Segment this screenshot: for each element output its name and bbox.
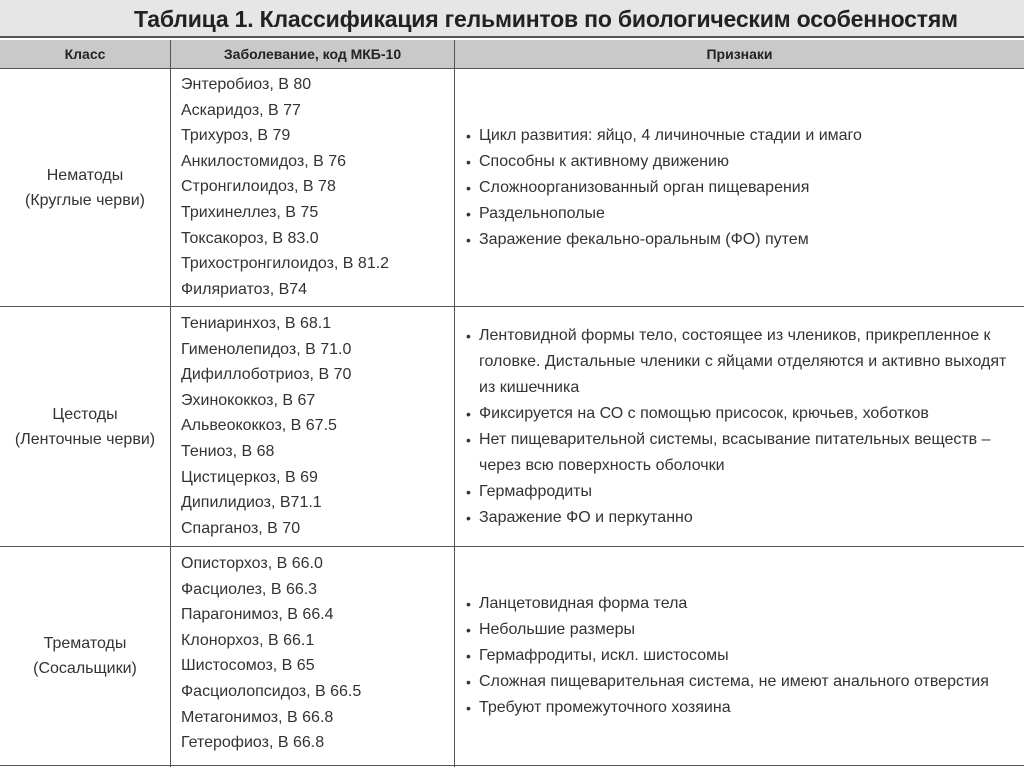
list-item: Парагонимоз, В 66.4	[181, 606, 334, 624]
list-item: Спарганоз, В 70	[181, 519, 301, 537]
list-item: • Небольшие размеры	[466, 617, 1018, 643]
list-item: Гетерофиоз, В 66.8	[181, 734, 325, 752]
list-item: Филяриатоз, В74	[181, 280, 308, 298]
list-item: • Нет пищеварительной системы, всасывание питательных веществ – через всю поверхность оболочки	[466, 427, 1018, 479]
list-item: • Цикл развития: яйцо, 4 личиночные стадии и имаго	[466, 123, 1018, 149]
signs-list	[466, 307, 1018, 546]
bullet-icon: •	[466, 431, 471, 448]
list-item: Фасциолопсидоз, В 66.5	[181, 682, 362, 700]
list-item: Трихуроз, В 79	[181, 127, 291, 145]
list-item: Токсакороз, В 83.0	[181, 229, 319, 247]
header-disease: Заболевание, код МКБ-10	[223, 46, 402, 62]
class-alt-name: (Круглые черви)	[25, 191, 145, 209]
list-item: Эхинококкоз, В 67	[181, 391, 316, 409]
list-item: • Раздельнополые	[466, 201, 1018, 227]
class-alt-name: (Ленточные черви)	[14, 430, 156, 448]
list-item: Тениаринхоз, В 68.1	[181, 315, 332, 332]
header-signs: Признаки	[706, 46, 773, 62]
list-item: Шистосомоз, В 65	[181, 657, 315, 675]
list-item: Трихостронгилоидоз, В 81.2	[181, 255, 390, 273]
signs-list	[466, 69, 1018, 306]
list-item: • Лентовидной формы тело, состоящее из члеников, прикрепленное к головке. Дистальные членики с яйцами отделяются и активно выходят из кишечника	[466, 323, 1018, 401]
list-item: Цистицеркоз, В 69	[181, 468, 318, 486]
list-item: Фасциолез, В 66.3	[181, 580, 318, 598]
list-item: Стронгилоидоз, В 78	[181, 178, 336, 196]
list-item: Гименолепидоз, В 71.0	[181, 340, 352, 358]
list-item: Энтеробиоз, В 80	[181, 76, 312, 93]
list-item: • Сложная пищеварительная система, не имеют анального отверстия	[466, 669, 1018, 695]
list-item: Альвеококкоз, В 67.5	[181, 417, 337, 435]
list-item: • Гермафродиты	[466, 479, 1018, 505]
list-item: Метагонимоз, В 66.8	[181, 708, 334, 726]
bullet-icon: •	[466, 405, 471, 422]
bullet-icon: •	[466, 700, 471, 716]
list-item: Трихинеллез, В 75	[181, 203, 319, 221]
list-item: • Заражение фекально-оральным (ФО) путем	[466, 227, 1018, 253]
disease-list	[181, 311, 451, 541]
header-class: Класс	[64, 46, 106, 62]
table-title: Таблица 1. Классификация гельминтов по биологическим особенностям	[0, 0, 1024, 38]
bullet-icon: •	[466, 622, 471, 638]
bullet-icon: •	[466, 674, 471, 690]
list-item: Анкилостомидоз, В 76	[181, 152, 347, 170]
list-item: • Требуют промежуточного хозяина	[466, 695, 1018, 721]
list-item: • Гермафродиты, искл. шистосомы	[466, 643, 1018, 669]
row-divider	[0, 765, 1024, 766]
list-item: Тениоз, В 68	[181, 442, 275, 460]
list-item: • Сложноорганизованный орган пищеварения	[466, 175, 1018, 201]
class-name: Нематоды	[46, 166, 124, 184]
bullet-icon: •	[466, 327, 471, 344]
signs-list	[466, 547, 1018, 765]
column-divider	[454, 40, 455, 767]
list-item: Клонорхоз, В 66.1	[181, 631, 315, 649]
list-item: • Способны к активному движению	[466, 149, 1018, 175]
list-item: Описторхоз, В 66.0	[181, 555, 323, 572]
header-row	[0, 40, 1024, 69]
bullet-icon: •	[466, 483, 471, 500]
bullet-icon: •	[466, 179, 471, 196]
disease-list	[181, 551, 451, 756]
class-name: Трематоды	[43, 635, 127, 652]
table-row-class	[0, 547, 170, 765]
bullet-icon: •	[466, 153, 471, 170]
bullet-icon: •	[466, 648, 471, 664]
bullet-icon: •	[466, 231, 471, 248]
list-item: • Ланцетовидная форма тела	[466, 591, 1018, 617]
class-alt-name: (Сосальщики)	[33, 660, 137, 677]
bullet-icon: •	[466, 205, 471, 222]
table-row-class	[0, 69, 170, 306]
disease-list	[181, 72, 451, 302]
list-item: Дипилидиоз, В71.1	[181, 494, 322, 512]
list-item: Аскаридоз, В 77	[181, 101, 301, 119]
class-name: Цестоды	[52, 405, 118, 423]
list-item: Дифиллоботриоз, В 70	[181, 366, 352, 384]
column-divider	[170, 40, 171, 767]
list-item: • Заражение ФО и перкутанно	[466, 505, 1018, 531]
bullet-icon: •	[466, 509, 471, 526]
bullet-icon: •	[466, 127, 471, 144]
table-row-class	[0, 307, 170, 546]
bullet-icon: •	[466, 596, 471, 612]
list-item: • Фиксируется на СО с помощью присосок, крючьев, хоботков	[466, 401, 1018, 427]
